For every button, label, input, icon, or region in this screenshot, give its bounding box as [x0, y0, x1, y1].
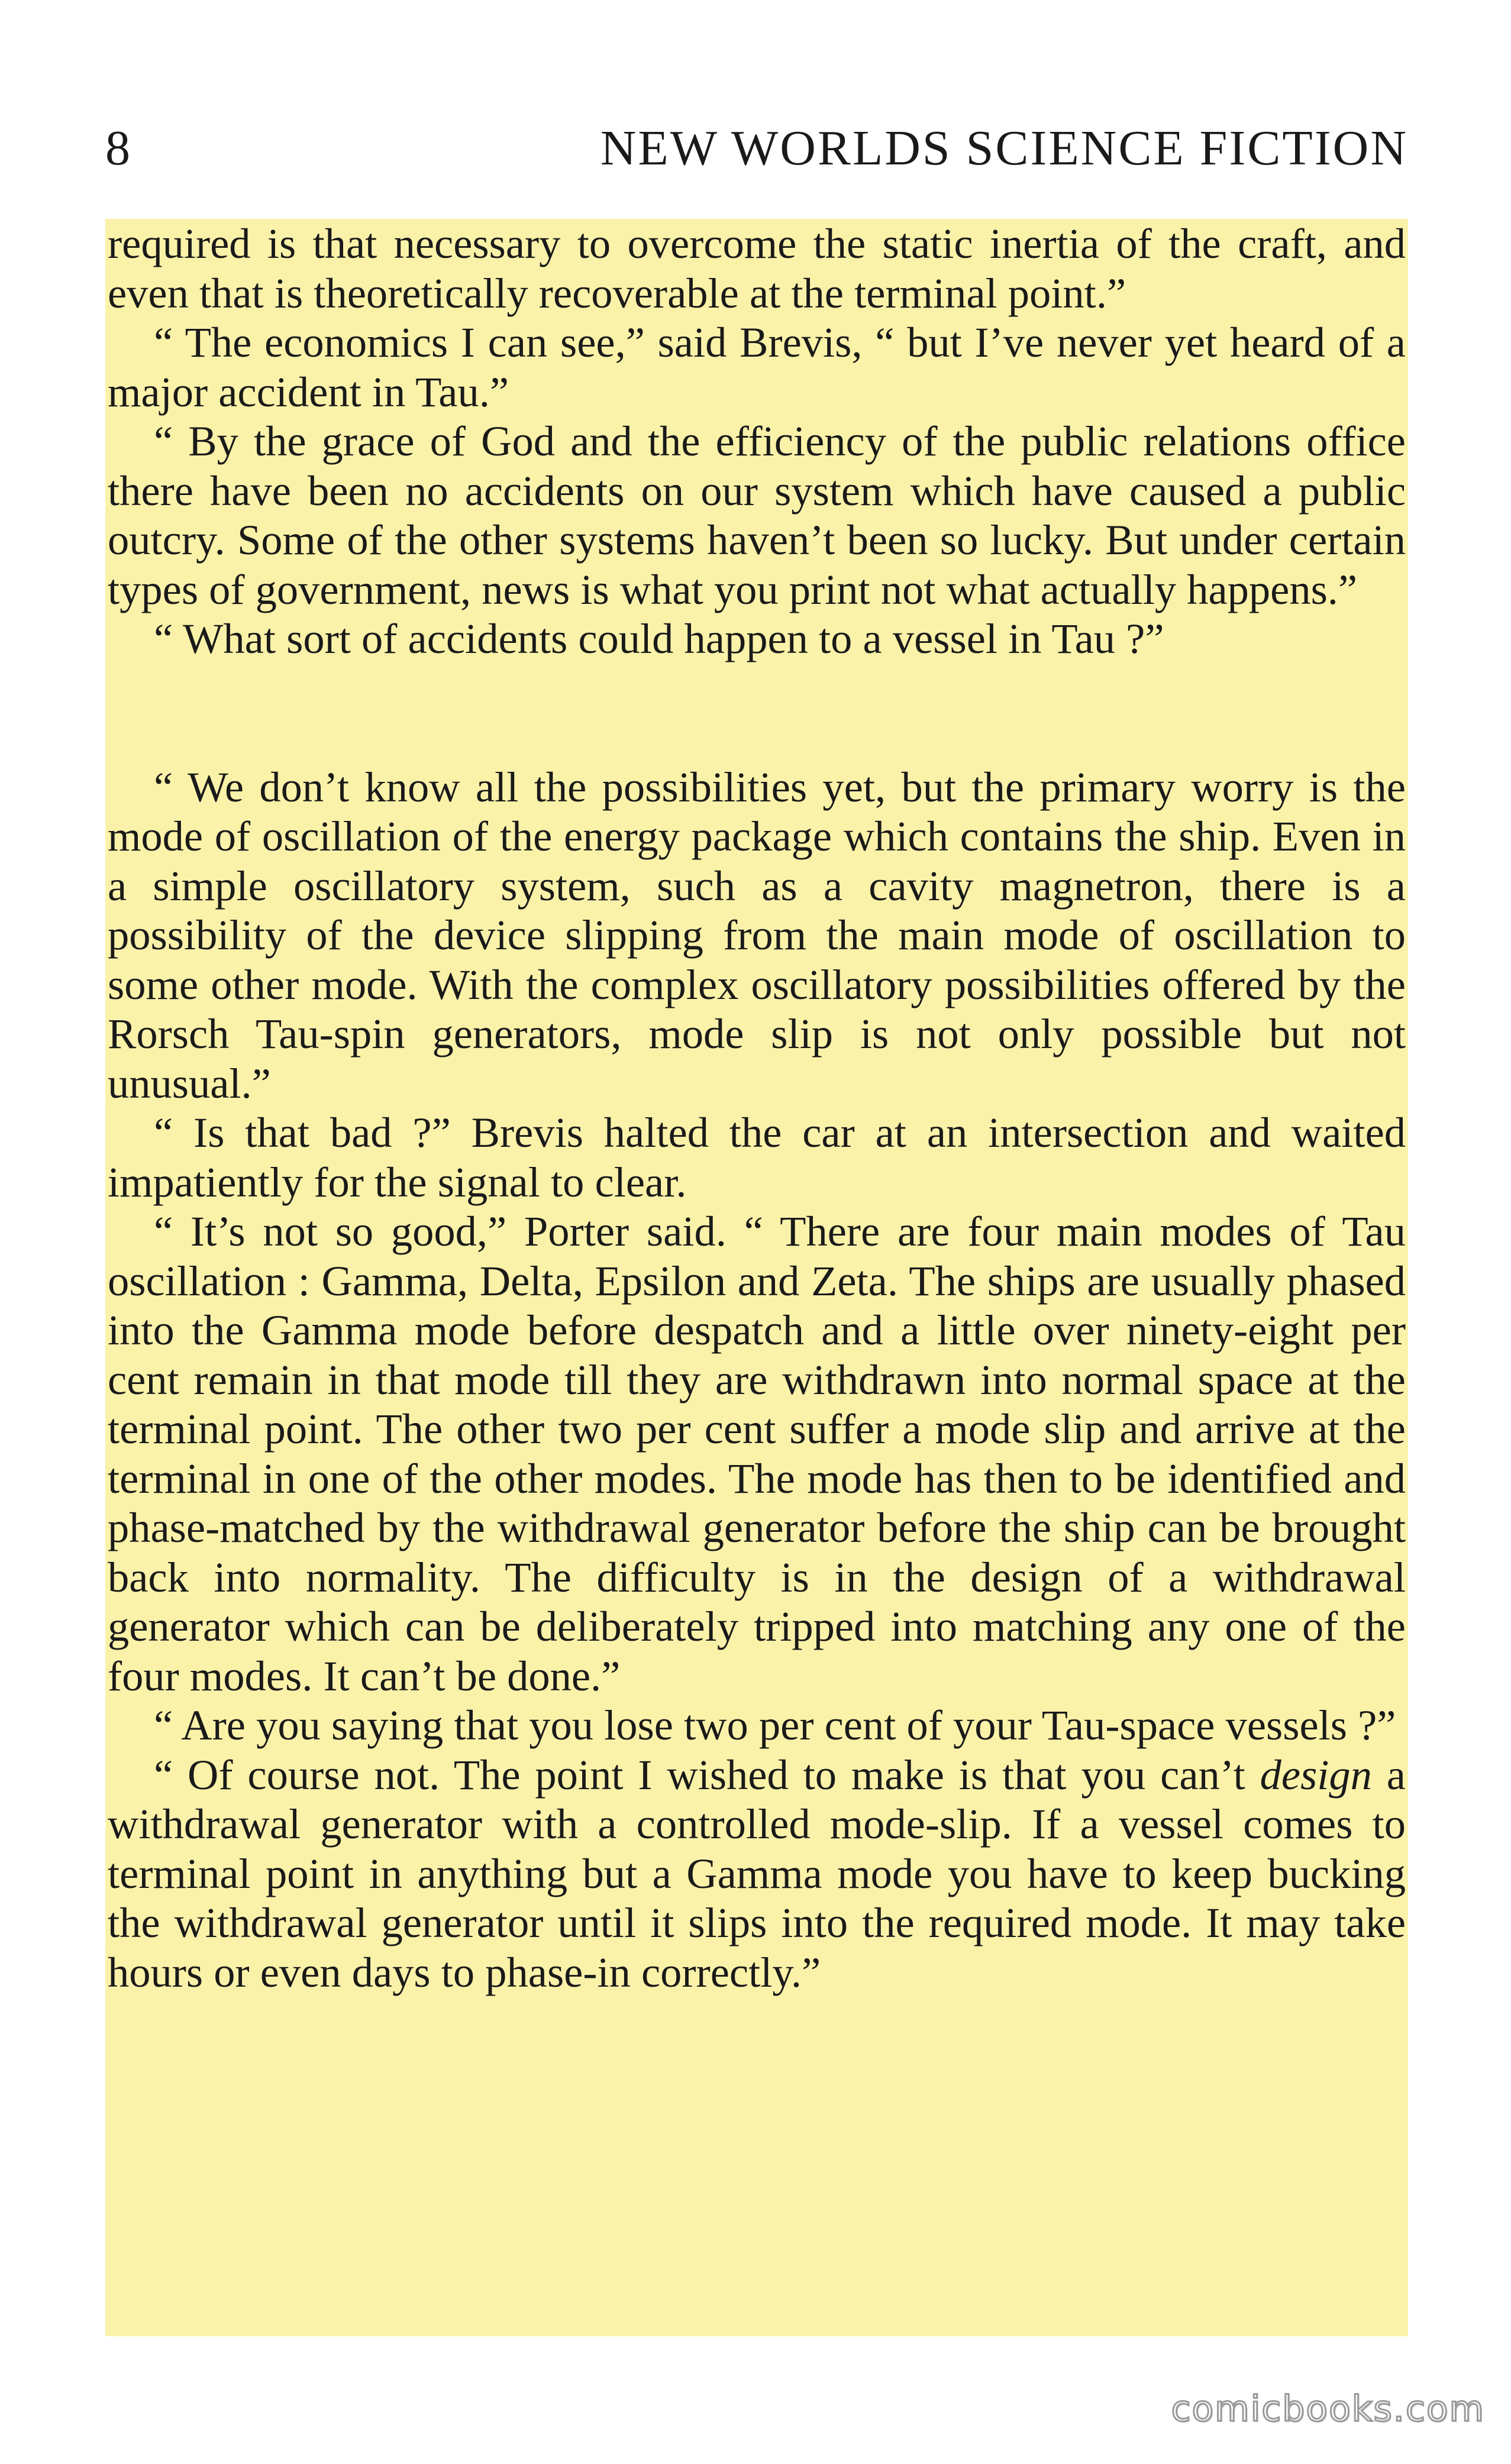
section-break — [108, 664, 1406, 762]
paragraph-final-end: a withdrawal generator with a controlled mode-slip. If a vessel comes to terminal point in anything but a Gamma mode you have to keep bucking the withdrawal generator until it slips into the required mode. It may take hours or even days to phase-in correctly.” — [108, 1750, 1406, 1996]
page-header — [105, 116, 1408, 181]
emphasis-design: design — [1260, 1750, 1372, 1799]
paragraph: “ Are you saying that you lose two per cent of your Tau-space vessels ?” — [154, 1701, 1396, 1749]
paragraph-final — [108, 1750, 1406, 1997]
running-title: NEW WORLDS SCIENCE FICTION — [600, 121, 1408, 176]
paragraph: “ It’s not so good,” Porter said. “ There are four main modes of Tau oscillation : Gamma, Delta, Epsilon and Zeta. The ships are usually phased into the Gamma mode before despatch and a little over ninety-eight per cent remain in that mode till they are withdrawn into normal space at the terminal point. The other two per cent suffer a mode slip and arrive at the terminal in one of the other modes. The mode has then to be identified and phase-matched by the withdrawal generator before the ship can be brought back into normality. The difficulty is in the design of a withdrawal generator which can be deliberately tripped into matching any one of the four modes. It can’t be done.” — [108, 1207, 1406, 1700]
page-number: 8 — [105, 121, 131, 176]
paragraph: “ The economics I can see,” said Brevis, “ but I’ve never yet heard of a major accident in Tau.” — [108, 318, 1406, 416]
paragraph: required is that necessary to overcome the static inertia of the craft, and even that is theoretically recoverable at the terminal point.” — [108, 219, 1406, 317]
paragraph: “ What sort of accidents could happen to a vessel in Tau ?” — [154, 615, 1164, 662]
paragraph: “ By the grace of God and the efficiency of the public relations office there have been no accidents on our system which have caused a public outcry. Some of the other systems haven’t been so lucky. But under certain types of government, news is what you print not what actually happens.” — [108, 417, 1406, 613]
body-text — [105, 219, 1408, 2336]
watermark: comicbooks.com — [1171, 2388, 1485, 2430]
paragraph-final-start: “ Of course not. The point I wished to make is that you can’t — [154, 1750, 1260, 1799]
paragraph: “ Is that bad ?” Brevis halted the car at an intersection and waited impatiently for the signal to clear. — [108, 1108, 1406, 1206]
paragraph: “ We don’t know all the possibilities yet, but the primary worry is the mode of oscillation of the energy package which contains the ship. Even in a simple oscillatory system, such as a cavity magnetron, there is a possibility of the device slipping from the main mode of oscillation to some other mode. With the complex oscillatory possibilities offered by the Rorsch Tau-spin generators, mode slip is not only possible but not unusual.” — [108, 762, 1406, 1107]
